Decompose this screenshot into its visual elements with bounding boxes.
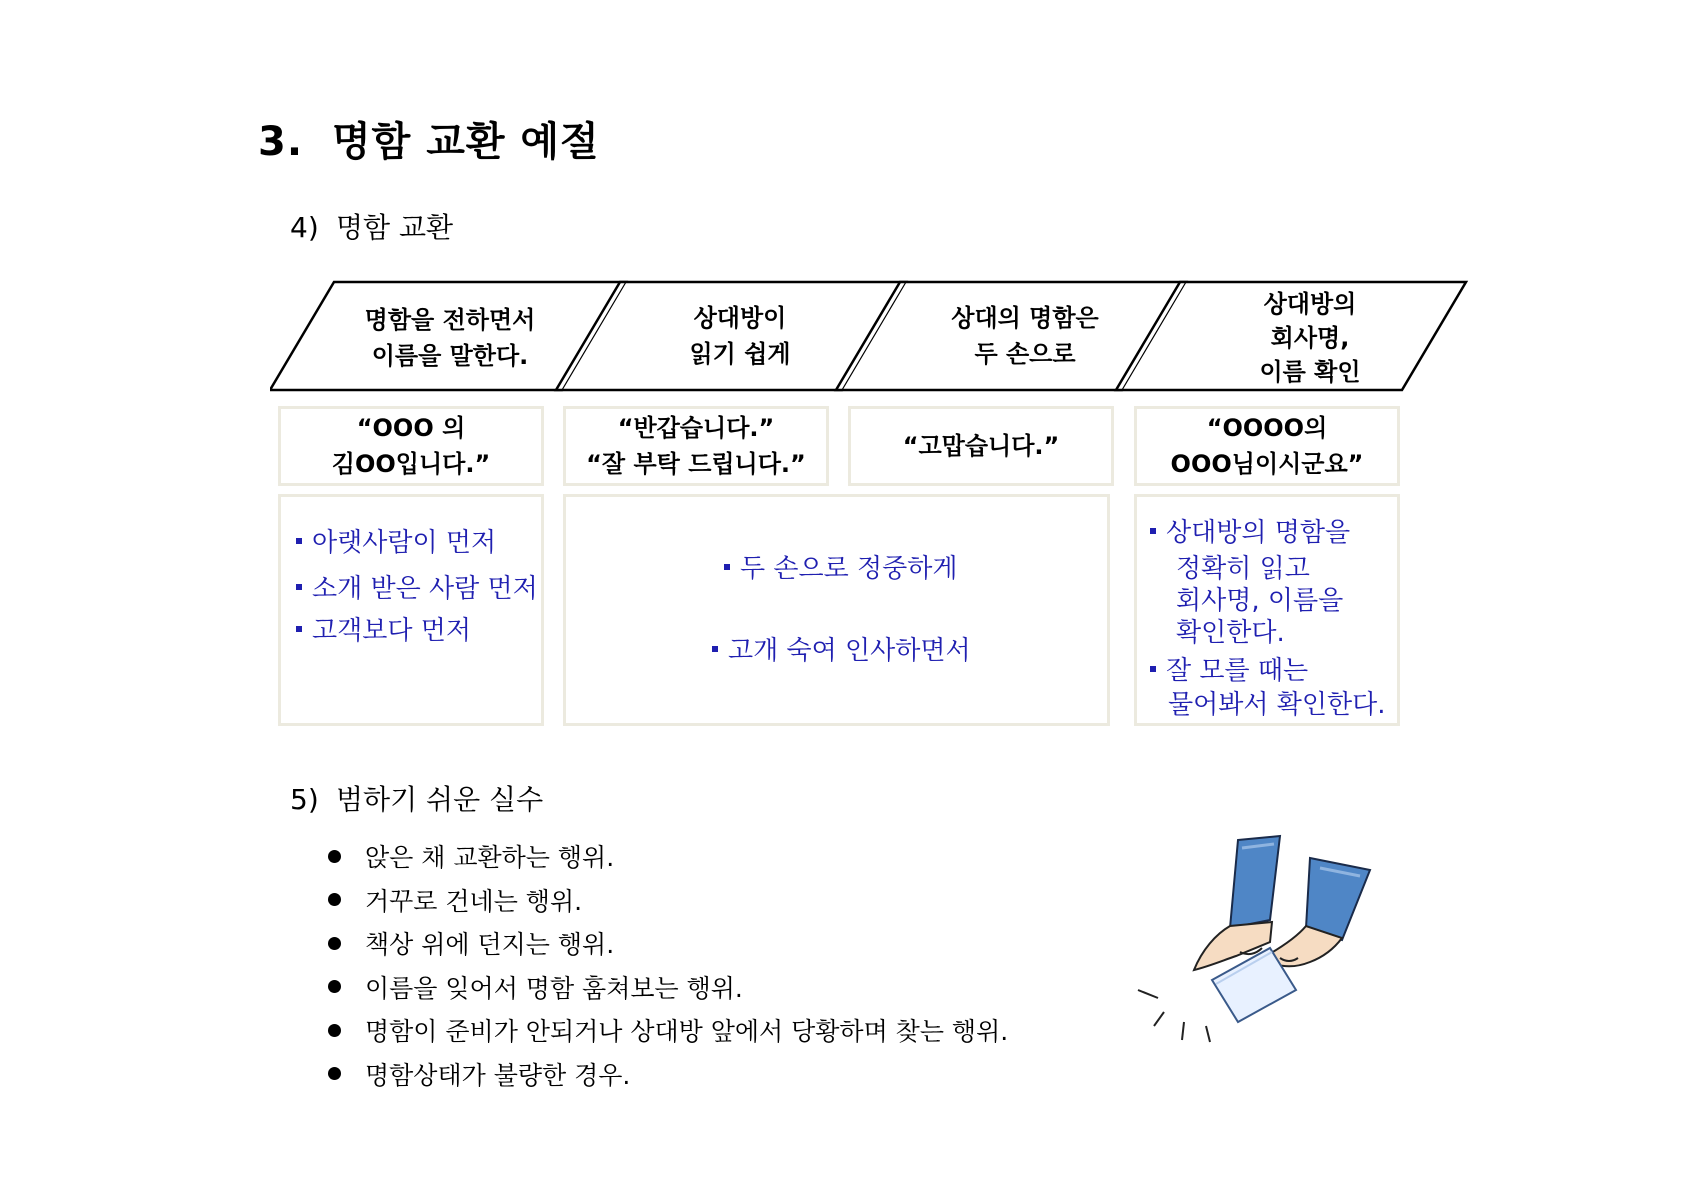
tip-item-continuation: 회사명, 이름을: [1176, 586, 1344, 616]
tip-item: 고개 숙여 인사하면서: [712, 630, 971, 667]
section-5-text: 범하기 쉬운 실수: [336, 783, 544, 816]
mistakes-list: [328, 836, 1008, 1097]
tip-item: 소개 받은 사람 먼저: [296, 568, 538, 605]
list-item: 앉은 채 교환하는 행위.: [328, 836, 1008, 880]
step-4-label: 상대방의 회사명, 이름 확인: [1259, 290, 1361, 386]
tip-item: 아랫사람이 먼저: [296, 522, 496, 559]
business-card-exchange-hands-icon: [1120, 830, 1390, 1052]
tip-item: 두 손으로 정중하게: [724, 548, 957, 585]
tip-item: 잘 모를 때는: [1150, 650, 1308, 687]
title-text: 명함 교환 예절: [332, 119, 600, 165]
list-item: 명함상태가 불량한 경우.: [328, 1054, 1008, 1098]
tip-item: 상대방의 명함을: [1150, 512, 1350, 549]
list-item: 책상 위에 던지는 행위.: [328, 923, 1008, 967]
bullet-dot-icon: [328, 1067, 341, 1080]
quote-box-4: “OOOO의 OOO님이시군요”: [1134, 406, 1400, 486]
square-bullet-icon: [724, 564, 730, 570]
square-bullet-icon: [712, 646, 718, 652]
section-4-text: 명함 교환: [336, 211, 454, 244]
square-bullet-icon: [296, 626, 302, 632]
list-item: 이름을 잊어서 명함 훔쳐보는 행위.: [328, 967, 1008, 1011]
page-title: [258, 110, 600, 167]
bullet-dot-icon: [328, 980, 341, 993]
section-4-heading: [290, 206, 453, 246]
list-item: 명함이 준비가 안되거나 상대방 앞에서 당황하며 찾는 행위.: [328, 1010, 1008, 1054]
tip-item-continuation: 물어봐서 확인한다.: [1168, 690, 1386, 720]
tip-item-continuation: 정확히 읽고: [1176, 554, 1310, 584]
square-bullet-icon: [1150, 666, 1156, 672]
tip-box-2: [563, 494, 1110, 726]
bullet-dot-icon: [328, 893, 341, 906]
title-number: 3.: [258, 119, 304, 165]
section-5-heading: [290, 778, 543, 818]
square-bullet-icon: [296, 584, 302, 590]
bullet-dot-icon: [328, 937, 341, 950]
square-bullet-icon: [1150, 528, 1156, 534]
step-2-label: 상대방이 읽기 쉽게: [689, 304, 791, 368]
step-3-label: 상대의 명함은 두 손으로: [951, 304, 1099, 368]
step-1-label: 명함을 전하면서 이름을 말한다.: [364, 306, 536, 370]
list-item: 거꾸로 건네는 행위.: [328, 880, 1008, 924]
quote-box-2: “반갑습니다.” “잘 부탁 드립니다.”: [563, 406, 829, 486]
tip-item: 고객보다 먼저: [296, 610, 471, 647]
section-5-number: 5): [290, 783, 319, 816]
quote-box-3: “고맙습니다.”: [848, 406, 1114, 486]
square-bullet-icon: [296, 538, 302, 544]
tip-item-continuation: 확인한다.: [1176, 618, 1285, 648]
section-4-number: 4): [290, 211, 319, 244]
quote-box-1: “OOO 의 김OO입니다.”: [278, 406, 544, 486]
bullet-dot-icon: [328, 1024, 341, 1037]
bullet-dot-icon: [328, 850, 341, 863]
